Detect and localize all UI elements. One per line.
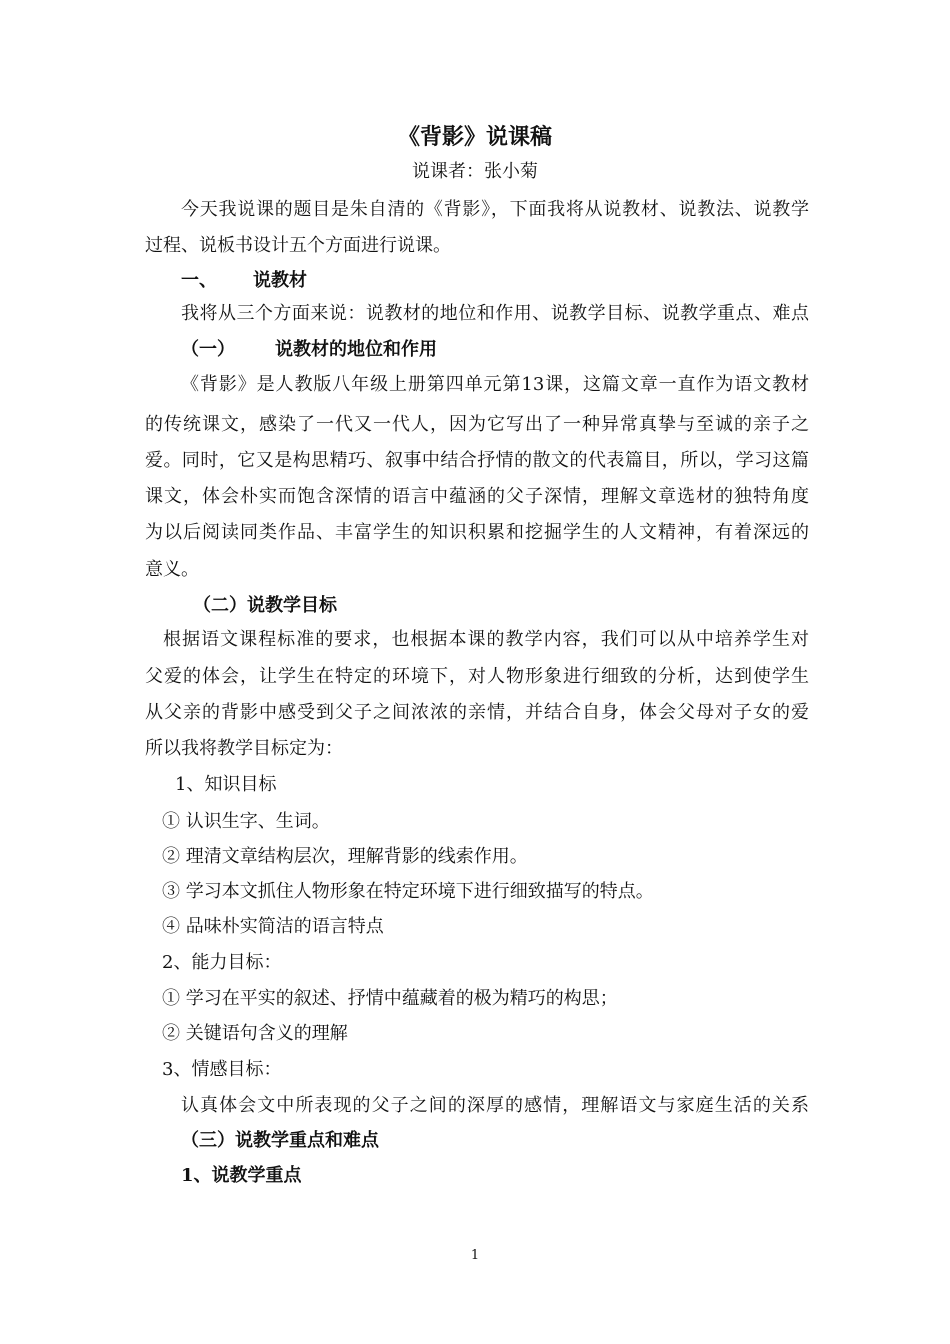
knowledge-goal-title: 1、知识目标 (175, 774, 277, 795)
heading-1-text: 说教材 (253, 270, 307, 291)
heading-1-number: 一、 (181, 270, 217, 291)
intro-line-2: 过程、说板书设计五个方面进行说课。 (145, 235, 451, 256)
heading-2 (181, 338, 845, 362)
heading-1 (181, 269, 845, 293)
paragraph-2-line-6: 意义。 (145, 559, 199, 580)
paragraph-2-line-3: 爱。同时，它又是构思精巧、叙事中结合抒情的散文的代表篇目，所以，学习这篇 (145, 450, 809, 471)
paragraph-3-line-4: 所以我将教学目标定为： (145, 738, 343, 759)
paragraph-3-line-2: 父爱的体会，让学生在特定的环境下，对人物形象进行细致的分析，达到使学生 (145, 666, 809, 687)
page-number: 1 (470, 1248, 480, 1263)
knowledge-goal-3: ③ 学习本文抓住人物形象在特定环境下进行细致描写的特点。 (162, 881, 654, 902)
heading-5: 1、说教学重点 (181, 1165, 302, 1186)
heading-2-text: 说教材的地位和作用 (275, 339, 437, 360)
paragraph-2-line-2: 的传统课文，感染了一代又一代人，因为它写出了一种异常真挚与至诚的亲子之 (145, 414, 809, 435)
author-line: 说课者：张小菊 (412, 161, 538, 182)
intro-line-1: 今天我说课的题目是朱自清的《背影》，下面我将从说教材、说教法、说教学 (181, 199, 809, 220)
emotion-goal-title: 3、情感目标： (162, 1059, 282, 1080)
doc-title: 《背影》说课稿 (397, 124, 552, 150)
knowledge-goal-1: ① 认识生字、生词。 (162, 811, 330, 832)
paragraph-2-line-4: 课文，体会朴实而饱含深情的语言中蕴涵的父子深情，理解文章选材的独特角度 (145, 486, 809, 507)
paragraph-2-line-5: 为以后阅读同类作品、丰富学生的知识积累和挖掘学生的人文精神，有着深远的 (145, 522, 809, 543)
emotion-goal-1: 认真体会文中所表现的父子之间的深厚的感情，理解语文与家庭生活的关系 (181, 1095, 809, 1116)
ability-goal-2: ② 关键语句含义的理解 (162, 1023, 348, 1044)
heading-2-number: （一） (181, 339, 235, 360)
ability-goal-title: 2、能力目标： (162, 952, 282, 973)
paragraph-2-line-1: 《背影》是人教版八年级上册第四单元第13课，这篇文章一直作为语文教材 (181, 374, 809, 395)
heading-3: （二）说教学目标 (193, 595, 337, 616)
paragraph-3-line-3: 从父亲的背影中感受到父子之间浓浓的亲情，并结合自身，体会父母对子女的爱 (145, 702, 809, 723)
knowledge-goal-2: ② 理清文章结构层次，理解背影的线索作用。 (162, 846, 528, 867)
knowledge-goal-4: ④ 品味朴实简洁的语言特点 (162, 916, 384, 937)
paragraph-1: 我将从三个方面来说：说教材的地位和作用、说教学目标、说教学重点、难点 (181, 303, 809, 324)
ability-goal-1: ① 学习在平实的叙述、抒情中蕴藏着的极为精巧的构思； (162, 988, 618, 1009)
paragraph-3-line-1: 根据语文课程标准的要求，也根据本课的教学内容，我们可以从中培养学生对 (163, 629, 809, 650)
heading-4: （三）说教学重点和难点 (181, 1130, 379, 1151)
